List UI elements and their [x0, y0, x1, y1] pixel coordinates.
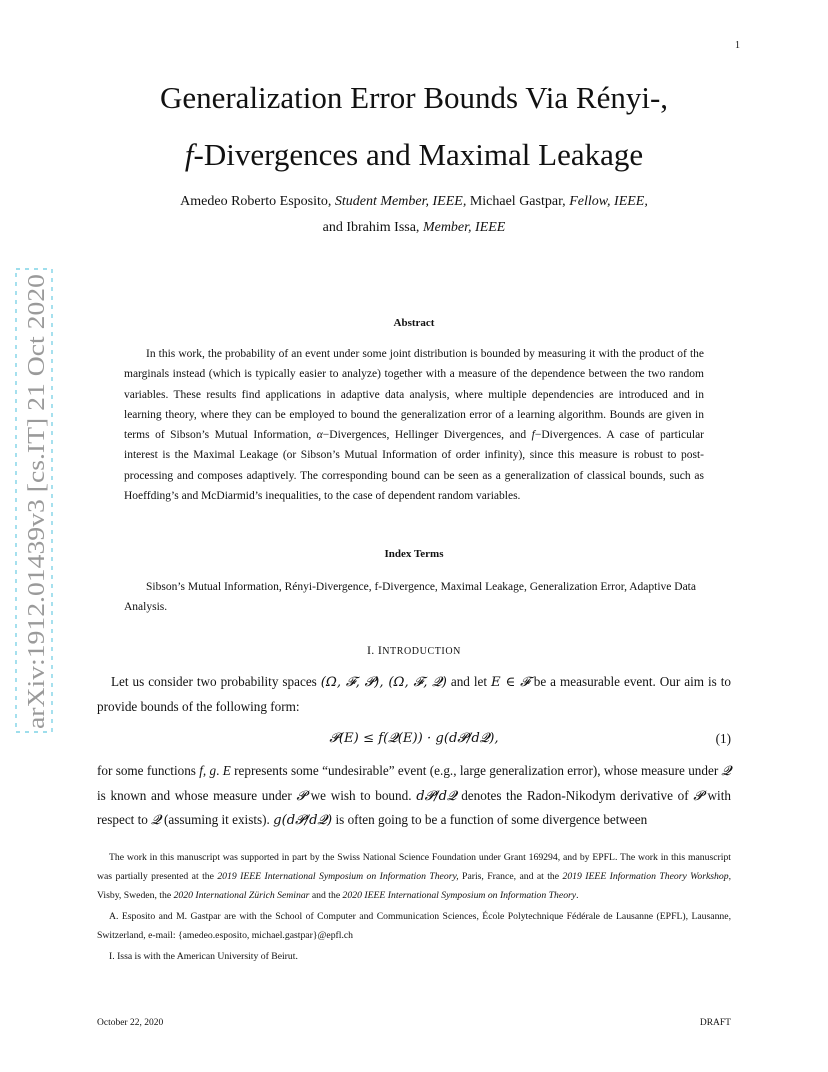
intro-text: (assuming it exists). — [160, 812, 274, 827]
intro-paragraph-1 — [97, 670, 731, 719]
venue-name: 2019 IEEE Information Theory Workshop, — [562, 871, 732, 882]
intro-text: be a measurable event. Our aim is to provide bounds of the following form: — [97, 674, 731, 714]
radon-nikodym-math: d𝓟/d𝓠 — [416, 788, 457, 804]
abstract-body — [124, 344, 704, 506]
event-symbol: E — [222, 763, 231, 778]
arxiv-stamp — [14, 268, 54, 733]
abstract-text-1: In this work, the probability of an event under some joint distribution is bounded by measuring it with the product of the marginals instead (which is typically easier to analyze) together with a measure of the dependence between the two random variables. These results find applications in adaptive data analysis, where multiple dependencies are introduced and in learning theory, where they can be employed to bound the generalization error of a learning algorithm. Bounds are given in terms of Sibson’s Mutual Information, — [124, 348, 704, 442]
footnote-affiliation-2: I. Issa is with the American University of Beirut. — [109, 951, 298, 962]
page-number: 1 — [735, 40, 740, 51]
q-math: 𝓠 — [151, 813, 161, 828]
equation-1 — [97, 729, 731, 751]
abstract-text-2: −Divergences, Hellinger Divergences, and — [322, 429, 532, 442]
venue-name: 2019 IEEE International Symposium on Information Theory, — [217, 871, 459, 882]
intro-text: is known and whose measure under — [97, 787, 297, 803]
p-math: 𝓟 — [296, 788, 306, 804]
index-terms-body — [124, 577, 704, 617]
footnote-text: Visby, Sweden, the — [97, 890, 174, 901]
intro-text: we wish to bound. — [305, 787, 417, 803]
footnote-text: Paris, France, and at the — [458, 871, 563, 882]
index-terms-heading: Index Terms — [384, 548, 444, 560]
author-1-name: Amedeo Roberto Esposito, — [180, 194, 335, 209]
author-2-name: Michael Gastpar, — [466, 194, 570, 209]
f-symbol: f — [531, 429, 535, 442]
intro-text: is often going to be a function of some divergence between — [332, 812, 648, 827]
intro-text: and let — [446, 674, 491, 689]
author-3-role: Member, IEEE — [422, 220, 506, 235]
intro-text: with respect to — [97, 787, 731, 827]
footnotes — [97, 848, 731, 968]
intro-text-1 — [97, 670, 731, 719]
footnote-text: and the — [309, 890, 343, 901]
venue-name: 2020 IEEE International Symposium on Information Theory — [342, 890, 577, 901]
footer-date: October 22, 2020 — [97, 1018, 164, 1028]
equation-body: 𝓟(E) ≤ f(𝓠(E)) · g(d𝓟/d𝓠), — [329, 731, 499, 746]
index-terms-text: Sibson’s Mutual Information, Rényi-Divergence, f-Divergence, Maximal Leakage, Generalization Error, Adaptive Data Analysis. — [124, 581, 696, 613]
intro-text: represents some “undesirable” event (e.g., large generalization error), whose measure under — [230, 763, 722, 778]
intro-paragraph-2 — [97, 759, 731, 833]
event-math: E ∈ 𝓕 — [490, 675, 530, 690]
author-line-2 — [0, 219, 828, 237]
equation-number: (1) — [715, 731, 731, 746]
probability-spaces-math: (Ω, 𝓕, 𝓟), (Ω, 𝓕, 𝓠) — [320, 675, 447, 690]
title-f-symbol: f — [184, 137, 194, 172]
intro-text: Let us consider two probability spaces — [111, 674, 321, 689]
footnote-text: The work in this manuscript was supported in part by the Swiss National Science Foundation under Grant 169294, and by EPFL. The work in this manuscript was partially presented at the — [97, 852, 731, 882]
author-line-1 — [0, 193, 828, 211]
section-title-initial: I — [377, 643, 383, 657]
abstract-paragraph — [124, 344, 704, 506]
paper-title-line-2 — [0, 137, 828, 173]
intro-text: denotes the Radon-Nikodym derivative of — [456, 787, 694, 803]
q-math: 𝓠 — [721, 764, 732, 779]
abstract-heading: Abstract — [393, 317, 435, 329]
abstract-text-3: −Divergences. A case of particular interest is the Maximal Leakage (or Sibson’s Mutual Information of order infinity), since this measure is robust to post-processing and composes adaptively. The corresponding bound can be seen as a generalization of classical bounds, such as Hoeffding’s and McDiarmid’s inequalities, to the case of dependent random variables. — [124, 429, 705, 503]
intro-text: . — [216, 763, 223, 778]
footer-status: DRAFT — [699, 1018, 731, 1028]
author-3-name: and Ibrahim Issa, — [322, 220, 423, 235]
fg-math: f, g — [199, 763, 217, 778]
section-number: I. — [366, 643, 378, 657]
footnote-text: . — [576, 890, 579, 901]
venue-name: 2020 International Zürich Seminar — [173, 890, 310, 901]
g-math: g(d𝓟/d𝓠) — [273, 813, 333, 828]
arxiv-stamp-text: arXiv:1912.01439v3 [cs.IT] 21 Oct 2020 — [23, 326, 50, 729]
author-2-role: Fellow, IEEE, — [569, 194, 648, 209]
title-line-2-text: -Divergences and Maximal Leakage — [193, 137, 644, 172]
paper-title-line-1: Generalization Error Bounds Via Rényi-, — [159, 80, 669, 115]
alpha-symbol: α — [316, 429, 323, 442]
intro-text-2 — [97, 759, 731, 833]
author-1-role: Student Member, IEEE, — [334, 194, 467, 209]
footnote-affiliation-1: A. Esposito and M. Gastpar are with the School of Computer and Communication Sciences, École Polytechnique Fédérale de Lausanne (EPFL), Lausanne, Switzerland, e-mail: {amedeo.esposito, michael.gastpar}@epfl.ch — [97, 911, 731, 941]
section-heading — [0, 643, 828, 658]
intro-text: for some functions — [97, 763, 200, 778]
footnote-funding — [97, 848, 731, 905]
section-title-rest: NTRODUCTION — [382, 646, 462, 657]
p-math: 𝓟 — [693, 788, 703, 804]
